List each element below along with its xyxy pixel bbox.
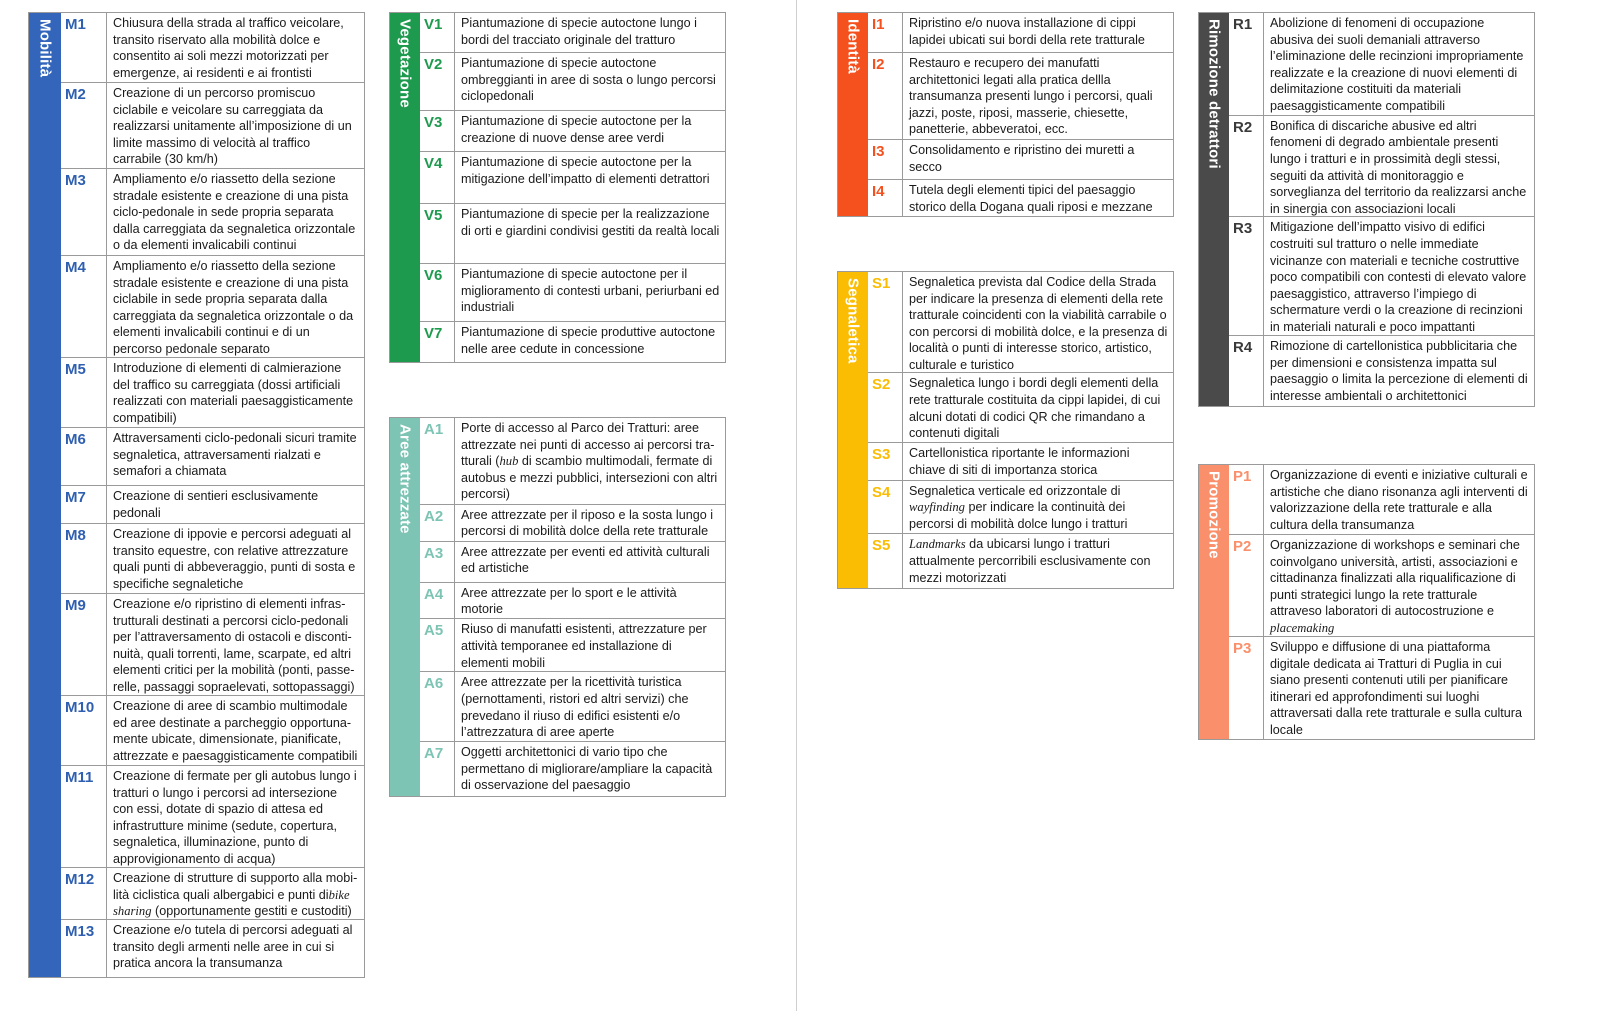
row-text-main: Creazione di ippovie e percorsi adeguati al transito equestre, con relative attrezzature quali punti di abbeveraggio, punti di sosta e specifiche segnaletiche <box>113 527 356 591</box>
row-code: M10 <box>61 696 107 765</box>
row-code: M2 <box>61 83 107 168</box>
row-code: M11 <box>61 766 107 867</box>
section-label-rimozione: Rimozione detrattori <box>1205 19 1223 169</box>
row-code: I3 <box>868 140 903 179</box>
row-code: V3 <box>420 111 455 151</box>
table-row <box>868 272 1173 373</box>
row-text <box>455 204 725 263</box>
row-text-main: Ampliamento e/o riassetto della sezione stradale esistente e creazione di una pista ciclo-pedonale in sede propria separata dalla carreggiata da segnaletica orizzontale o da elementi invalicabili continui <box>113 172 356 253</box>
band-segnaletica <box>838 272 868 588</box>
row-text <box>107 868 364 919</box>
row-text <box>455 264 725 321</box>
row-text-main: Creazione di strutture di supporto alla mobi-lità ciclistica quali albergabici e punti di <box>113 871 358 902</box>
table-row <box>61 594 364 696</box>
table-row <box>420 619 725 672</box>
row-text-main: Sviluppo e diffusione di una piattaforma digitale dedicata ai Tratturi di Puglia in cui siano presenti contenuti utili per pianificare itinerari ed approfondimenti sui luoghi attraversati dalla rete tratturale e sulla cultura locale <box>1270 640 1522 737</box>
row-text <box>455 505 725 541</box>
row-text-main: Piantumazione di specie produttive autoctone nelle aree cedute in concessione <box>461 325 716 356</box>
row-text <box>903 443 1173 480</box>
table-row <box>1229 336 1534 406</box>
table-row <box>61 766 364 868</box>
row-text <box>455 583 725 619</box>
row-text <box>903 534 1173 588</box>
row-text <box>903 140 1173 179</box>
row-code: I1 <box>868 13 903 52</box>
table-segnaletica <box>837 271 1174 589</box>
table-row <box>420 111 725 152</box>
row-text-italic: placemaking <box>1270 620 1335 635</box>
table-row <box>1229 465 1534 535</box>
row-text-main: Aree attrezzate per la ricettività turistica (pernottamenti, ristori ed altri servizi) che prevedano il riuso di edifici esistenti e/o l’attrezzatura di aree aperte <box>461 675 689 740</box>
table-promozione <box>1198 464 1535 740</box>
row-text-main: Piantumazione di specie autoctone ombreggianti in aree di sosta o lungo percorsi ciclopedonali <box>461 56 716 104</box>
row-code: P2 <box>1229 535 1264 636</box>
row-text <box>903 272 1173 372</box>
row-code: V6 <box>420 264 455 321</box>
table-row <box>868 13 1173 53</box>
row-code: R4 <box>1229 336 1264 406</box>
row-code: M13 <box>61 920 107 977</box>
row-code: S2 <box>868 373 903 442</box>
row-text <box>455 542 725 582</box>
row-text <box>455 742 725 796</box>
band-mobilita <box>29 13 61 977</box>
band-vegetazione <box>390 13 420 362</box>
table-row <box>868 140 1173 180</box>
row-text-main: Creazione di aree di scambio multimodale ed aree destinate a parcheggio opportuna-mente ubicate, dimensionate, pianificate, attrezzate e paesaggisticamente compatibili <box>113 699 358 763</box>
row-text-main: Piantumazione di specie autoctone per il miglioramento di contesti urbani, periurbani ed industriali <box>461 267 720 315</box>
row-text <box>107 524 364 593</box>
table-row <box>420 152 725 204</box>
row-code: M12 <box>61 868 107 919</box>
table-row <box>420 583 725 620</box>
table-row <box>61 83 364 169</box>
table-aree <box>389 417 726 797</box>
row-code: A2 <box>420 505 455 541</box>
row-text-after: di scambio multimodali, fermate di autobus e mezzi pubblici, intersezioni con altri percorsi) <box>461 454 718 502</box>
section-label-vegetazione: Vegetazione <box>396 19 414 108</box>
row-text-main: Ripristino e/o nuova installazione di cippi lapidei ubicati sui bordi della rete tratturale <box>909 16 1145 47</box>
row-code: M3 <box>61 169 107 255</box>
table-row <box>420 742 725 796</box>
row-text <box>455 152 725 203</box>
table-row <box>420 13 725 53</box>
table-row <box>420 505 725 542</box>
row-text <box>455 13 725 52</box>
row-text-main: Restauro e recupero dei manufatti architettonici legati alla pratica dellla transumanza presenti lungo i percorsi, quali jazzi, poste, riposi, masserie, chiesette, panetterie, abbeveratoi, ecc. <box>909 56 1153 137</box>
row-text-main: Creazione e/o tutela di percorsi adeguati al transito degli armenti nelle aree in cui si pratica ancora la transumanza <box>113 923 353 971</box>
row-text-main: Consolidamento e ripristino dei muretti a secco <box>909 143 1135 174</box>
row-text-main: Creazione di sentieri esclusivamente pedonali <box>113 489 319 520</box>
row-text <box>107 486 364 523</box>
table-row <box>420 542 725 583</box>
row-code: A7 <box>420 742 455 796</box>
row-code: A6 <box>420 672 455 741</box>
table-row <box>1229 535 1534 637</box>
row-text <box>107 358 364 427</box>
row-text <box>1264 465 1534 534</box>
table-row <box>868 180 1173 216</box>
row-text-main: Piantumazione di specie per la realizzazione di orti e giardini condivisi gestiti da realtà locali <box>461 207 720 238</box>
row-text-main: Cartellonistica riportante le informazioni chiave di siti di importanza storica <box>909 445 1130 477</box>
row-code: M7 <box>61 486 107 523</box>
table-row <box>420 204 725 264</box>
table-row <box>420 418 725 505</box>
row-text-after: per indicare la continuità dei percorsi di mobilità dolce lungo i tratturi <box>909 500 1128 531</box>
row-code: M8 <box>61 524 107 593</box>
row-text-main: Organizzazione di eventi e iniziative culturali e artistiche che diano risonanza agli interventi di valorizzazione della rete tratturale e alla cultura della transumanza <box>1270 468 1528 532</box>
row-text-main: Attraversamenti ciclo-pedonali sicuri tramite segnaletica, attraversamenti rialzati e semafori a chiamata <box>113 431 357 479</box>
row-text <box>107 696 364 765</box>
row-text <box>1264 535 1534 636</box>
section-label-mobilita: Mobilità <box>36 19 54 78</box>
row-text <box>1264 637 1534 739</box>
table-row <box>1229 637 1534 739</box>
row-text-main: Ampliamento e/o riassetto della sezione stradale esistente e creazione di una pista ciclabile in sede propria separata dalla carreggiata da segnaletica orizzontale o da elementi invalicabili continui e di un percorso pedonale separato <box>113 259 354 356</box>
row-text <box>1264 336 1534 406</box>
row-text <box>107 13 364 82</box>
row-code: A4 <box>420 583 455 619</box>
table-row <box>61 428 364 486</box>
row-code: R1 <box>1229 13 1264 115</box>
row-text-main: Introduzione di elementi di calmierazione del traffico su carreggiata (dossi artificiali realizzati con materiali paesaggisticamente compatibili) <box>113 361 354 425</box>
row-text <box>1264 116 1534 217</box>
row-text <box>455 53 725 110</box>
row-code: P3 <box>1229 637 1264 739</box>
row-code: V4 <box>420 152 455 203</box>
row-text-main: Aree attrezzate per il riposo e la sosta lungo i percorsi di mobilità dolce della rete tratturale <box>461 507 714 539</box>
table-row <box>61 868 364 920</box>
table-rimozione <box>1198 12 1535 407</box>
row-code: A5 <box>420 619 455 671</box>
row-text-italic: Landmarks <box>909 537 966 552</box>
row-code: M9 <box>61 594 107 695</box>
row-text-main: Piantumazione di specie autoctone lungo i bordi del tracciato originale del tratturo <box>461 16 697 47</box>
row-code: V1 <box>420 13 455 52</box>
row-code: M1 <box>61 13 107 82</box>
band-aree <box>390 418 420 796</box>
row-text-main: Creazione e/o ripristino di elementi infras-trutturali destinati a percorsi ciclo-pedonali per l’attraversamento di ostacoli e disconti-nuità, quali torrenti, lame, scarpate, ed altri elementi critici per la mobilità (ponti, passe-relle, passaggi sopraelevati, sottopassaggi) <box>113 597 355 694</box>
row-text-main: Porte di accesso al Parco dei Tratturi: aree attrezzate nei punti di accesso ai percorsi tra-tturali ( <box>461 421 715 469</box>
table-row <box>61 486 364 524</box>
row-code: R3 <box>1229 217 1264 335</box>
table-row <box>420 322 725 362</box>
row-text-main: Rimozione di cartellonistica pubblicitaria che per dimensioni e consistenza impatta sul paesaggio o limita la percezione di elementi di interesse ambientali o architettonici <box>1270 339 1528 403</box>
row-code: V5 <box>420 204 455 263</box>
row-code: A3 <box>420 542 455 582</box>
row-text <box>903 53 1173 139</box>
row-text <box>455 322 725 362</box>
table-row <box>868 373 1173 443</box>
row-text-main: Segnaletica prevista dal Codice della Strada per indicare la presenza di elementi della rete tratturale coincidenti con la viabilità carrabile o con percorsi di mobilità dolce, e la presenza di località o punti di interesse storico, artistico, culturale e turistico <box>909 275 1168 372</box>
table-row <box>420 672 725 742</box>
row-text-after: (opportunamente gestiti e custoditi) <box>151 904 352 919</box>
row-code: P1 <box>1229 465 1264 534</box>
table-row <box>61 358 364 428</box>
table-row <box>868 53 1173 140</box>
row-code: S3 <box>868 443 903 480</box>
table-identita <box>837 12 1174 217</box>
row-text-main: Segnaletica lungo i bordi degli elementi della rete tratturale costituita da cippi lapidei, di cui alcuni dotati di codici QR che rimandano a contenuti digitali <box>909 376 1161 441</box>
row-text <box>455 111 725 151</box>
row-code: A1 <box>420 418 455 504</box>
band-rimozione <box>1199 13 1229 406</box>
table-row <box>868 481 1173 535</box>
table-row <box>61 13 364 83</box>
section-label-promozione: Promozione <box>1205 471 1223 559</box>
row-code: M5 <box>61 358 107 427</box>
row-text <box>903 481 1173 534</box>
table-row <box>420 264 725 322</box>
table-row <box>1229 116 1534 218</box>
row-code: V2 <box>420 53 455 110</box>
table-vegetazione <box>389 12 726 363</box>
row-text <box>107 766 364 867</box>
row-code: S5 <box>868 534 903 588</box>
row-text-italic: hub <box>499 454 519 469</box>
table-row <box>61 524 364 594</box>
row-text <box>107 256 364 357</box>
table-row <box>61 696 364 766</box>
row-code: M4 <box>61 256 107 357</box>
row-text-main: Piantumazione di specie autoctone per la mitigazione dell’impatto di elementi detrattori <box>461 155 710 186</box>
table-row <box>61 256 364 358</box>
row-text-after: da ubicarsi lungo i tratturi attualmente percorribili esclusivamente con mezzi motorizzati <box>909 537 1151 585</box>
table-row <box>1229 13 1534 116</box>
row-code: R2 <box>1229 116 1264 217</box>
row-text <box>107 83 364 168</box>
row-text <box>903 373 1173 442</box>
row-text-italic: wayfinding <box>909 500 965 515</box>
row-text-main: Aree attrezzate per eventi ed attività culturali ed artistiche <box>461 544 710 576</box>
table-row <box>420 53 725 111</box>
section-label-segnaletica: Segnaletica <box>844 278 862 364</box>
table-row <box>61 920 364 977</box>
page-divider <box>796 0 797 1011</box>
row-text <box>903 13 1173 52</box>
band-promozione <box>1199 465 1229 739</box>
row-code: S1 <box>868 272 903 372</box>
section-label-aree: Aree attrezzate <box>396 424 414 534</box>
row-text <box>455 619 725 671</box>
row-text <box>455 672 725 741</box>
row-text <box>107 594 364 695</box>
row-text-main: Riuso di manufatti esistenti, attrezzature per attività temporanee ed installazione di elementi mobili <box>461 622 707 670</box>
row-code: I2 <box>868 53 903 139</box>
row-text-main: Abolizione di fenomeni di occupazione abusiva dei suoli demaniali attraverso l’eliminazione delle recinzioni impropriamente realizzate e la creazione di nuovi elementi di delimitazione costituiti da materiali paesaggisticamente compatibili <box>1270 16 1524 113</box>
band-identita <box>838 13 868 216</box>
row-text-main: Organizzazione di workshops e seminari che coinvolgano università, artisti, associazioni e cittadinanza finalizzati alla riqualificazione di punti strategici lungo la rete tratturale attraveso laboratori di autocostruzione e <box>1270 538 1520 619</box>
row-text-main: Segnaletica verticale ed orizzontale di <box>909 483 1121 498</box>
table-row <box>1229 217 1534 336</box>
row-text-italic: bike sharing <box>113 887 350 919</box>
row-text <box>1264 217 1534 335</box>
row-text <box>107 169 364 255</box>
row-text-main: Creazione di un percorso promiscuo ciclabile e veicolare su carreggiata da realizzarsi unitamente all’imposizione di un limite massimo di velocità al traffico carrabile (30 km/h) <box>113 86 352 167</box>
table-row <box>868 534 1173 588</box>
row-text-main: Creazione di fermate per gli autobus lungo i tratturi o lungo i percorsi ad intersezione con essi, dotate di spazio di attesa ed infrastrutture minime (sedute, copertura, segnaletica, illuminazione, punto di approvigionamento di acqua) <box>113 769 357 866</box>
row-text-main: Oggetti architettonici di vario tipo che permettano di migliorare/ampliare la capacità di osservazione del paesaggio <box>461 745 713 793</box>
row-text <box>903 180 1173 216</box>
row-text-main: Mitigazione dell’impatto visivo di edifici costruiti sul tratturo o nelle immediate vicinanze con materiali e tecniche costruttive poco compatibili con contesti di elevato valore paesaggistico, attraverso l’impiego di schermature verdi o la creazione di recinzioni in materiali naturali e poco impattanti <box>1270 220 1527 335</box>
table-row <box>61 169 364 256</box>
row-text-main: Piantumazione di specie autoctone per la creazione di nuove dense aree verdi <box>461 114 692 145</box>
row-text-main: Aree attrezzate per lo sport e le attività motorie <box>461 585 677 617</box>
row-text <box>107 920 364 977</box>
table-row <box>868 443 1173 481</box>
row-code: S4 <box>868 481 903 534</box>
row-code: V7 <box>420 322 455 362</box>
row-text <box>1264 13 1534 115</box>
row-text-main: Tutela degli elementi tipici del paesaggio storico della Dogana quali riposi e mezzane <box>909 183 1153 214</box>
row-text-main: Bonifica di discariche abusive ed altri fenomeni di degrado ambientale presenti lungo i tratturi e in prossimità degli stessi, seguiti da attività di monitoraggio e sorveglianza del territorio da realizzarsi anche in sinergia con associazioni locali <box>1270 118 1527 216</box>
row-text <box>455 418 725 504</box>
row-code: M6 <box>61 428 107 485</box>
row-text <box>107 428 364 485</box>
row-text-main: Chiusura della strada al traffico veicolare, transito riservato alla mobilità dolce e consentito ai soli mezzi motorizzati per emergenze, ai residenti e ai frontisti <box>113 16 344 80</box>
table-mobilita <box>28 12 365 978</box>
row-code: I4 <box>868 180 903 216</box>
section-label-identita: Identità <box>844 19 862 74</box>
